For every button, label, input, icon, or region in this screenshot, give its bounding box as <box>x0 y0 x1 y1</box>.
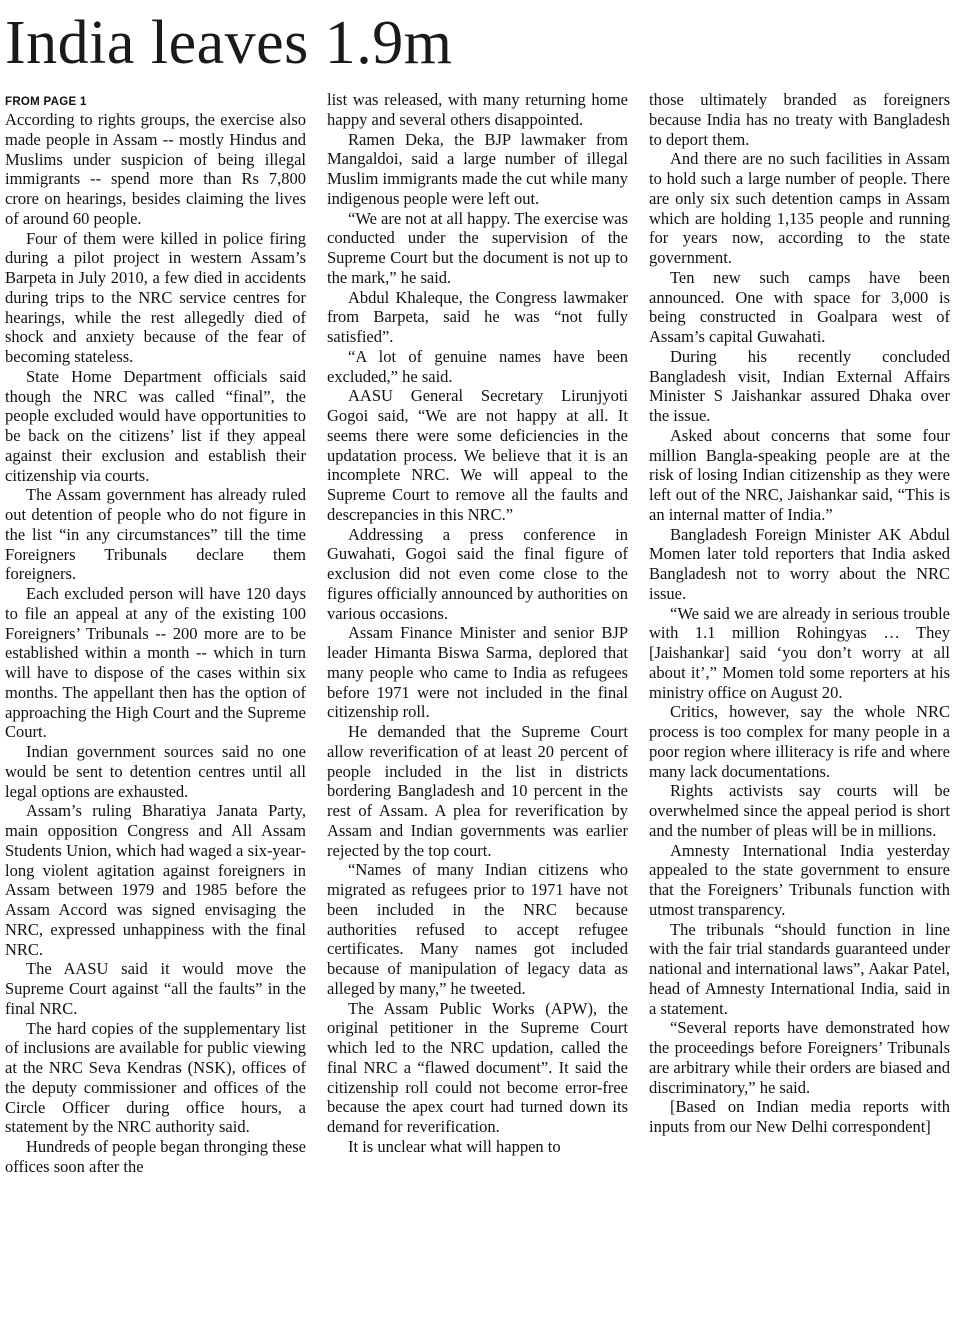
paragraph: Asked about concerns that some four million Bangla-speaking people are at the risk of losing Indian citizenship as they were left out of the NRC, Jaishankar said, “This is an internal matter of India.” <box>649 425 950 524</box>
paragraph: “Several reports have demonstrated how the proceedings before Foreigners’ Tribunals are arbitrary while their orders are biased and discriminatory,” he said. <box>649 1018 950 1097</box>
headline: India leaves 1.9m <box>5 9 453 77</box>
paragraph: Ten new such camps have been announced. One with space for 3,000 is being constructed in Goalpara west of Assam’s capital Guwahati. <box>649 267 950 346</box>
paragraph: “We said we are already in serious trouble with 1.1 million Rohingyas … They [Jaishankar] said ‘you don’t worry at all about it’,” Momen told some reporters at his ministry office on August 20. <box>649 603 950 702</box>
paragraph: Bangladesh Foreign Minister AK Abdul Momen later told reporters that India asked Bangladesh not to worry about the NRC issue. <box>649 524 950 603</box>
paragraph: The tribunals “should function in line with the fair trial standards guaranteed under national and international laws”, Aakar Patel, head of Amnesty International India, said in a statement. <box>649 919 950 1018</box>
paragraph: “We are not at all happy. The exercise was conducted under the supervision of the Supreme Court but the document is not up to the mark,” he said. <box>327 208 628 287</box>
paragraph: Amnesty International India yesterday appealed to the state government to ensure that the Foreigners’ Tribunals function with utmost transparency. <box>649 840 950 919</box>
paragraph: list was released, with many returning home happy and several others disappointed. <box>327 90 628 129</box>
paragraph: The hard copies of the supplementary list of inclusions are available for public viewing at the NRC Seva Kendras (NSK), offices of the deputy commissioner and offices of the Circle Officer during office hours, a statement by the NRC authority said. <box>5 1018 306 1137</box>
paragraph: And there are no such facilities in Assam to hold such a large number of people. There are only six such detention camps in Assam which are holding 1,135 people and running for years now, according to the state government. <box>649 149 950 267</box>
paragraph: It is unclear what will happen to <box>348 1136 561 1156</box>
paragraph: According to rights groups, the exercise also made people in Assam -- mostly Hindus and Muslims under suspicion of being illegal immigrants -- spend more than Rs 7,800 crore on hearings, besides claiming the lives of around 60 people. <box>5 110 306 228</box>
paragraph: Assam Finance Minister and senior BJP leader Himanta Biswa Sarma, deplored that many people who came to India as refugees before 1971 were not included in the final citizenship roll. <box>327 623 628 722</box>
paragraph: those ultimately branded as foreigners because India has no treaty with Bangladesh to deport them. <box>649 90 950 149</box>
paragraph: He demanded that the Supreme Court allow reverification of at least 20 percent of people included in the list in districts bordering Bangladesh and 10 percent in the rest of Assam. A plea for reverification by Assam and Indian governments was earlier rejected by the top court. <box>327 722 628 860</box>
paragraph: State Home Department officials said though the NRC was called “final”, the people excluded would have opportunities to be back on the citizens’ list if they appeal against their exclusion and establish their citizenship via courts. <box>5 366 306 485</box>
column-3 <box>649 90 950 1177</box>
paragraph: Indian government sources said no one would be sent to detention centres until all legal options are exhausted. <box>5 742 306 801</box>
paragraph: [Based on Indian media reports with inputs from our New Delhi correspondent] <box>649 1097 950 1136</box>
continuation-kicker: FROM PAGE 1 <box>5 96 87 108</box>
paragraph: The AASU said it would move the Supreme Court against “all the faults” in the final NRC. <box>5 959 306 1018</box>
paragraph: During his recently concluded Bangladesh visit, Indian External Affairs Minister S Jaishankar assured Dhaka over the issue. <box>649 346 950 425</box>
paragraph: Each excluded person will have 120 days to file an appeal at any of the existing 100 Foreigners’ Tribunals -- 200 more are to be established within a month -- which in turn will have to dispose of the cases within six months. The appellant then has the option of approaching the High Court and the Supreme Court. <box>5 584 306 742</box>
paragraph: Hundreds of people began thronging these offices soon after the <box>5 1137 306 1176</box>
paragraph: “A lot of genuine names have been excluded,” he said. <box>327 346 628 386</box>
column-2 <box>327 90 628 1177</box>
paragraph: Abdul Khaleque, the Congress lawmaker from Barpeta, said he was “not fully satisfied”. <box>327 287 628 346</box>
article-body <box>5 90 959 1177</box>
column-1 <box>5 90 306 1177</box>
paragraph: Addressing a press conference in Guwahati, Gogoi said the final figure of exclusion did not even come close to the figures officially announced by authorities on various occasions. <box>327 524 628 623</box>
paragraph: The Assam Public Works (APW), the original petitioner in the Supreme Court which led to the NRC updation, called the final NRC a “flawed document”. It said the citizenship roll could not become error-free because the apex court had turned down its demand for reverification. <box>327 998 628 1136</box>
paragraph: “Names of many Indian citizens who migrated as refugees prior to 1971 have not been included in the NRC because authorities refused to accept refugee certificates. Many names got included because of manipulation of legacy data as alleged by many,” he tweeted. <box>327 860 628 998</box>
paragraph: Ramen Deka, the BJP lawmaker from Mangaldoi, said a large number of illegal Muslim immigrants made the cut while many indigenous people were left out. <box>327 129 628 208</box>
paragraph: Rights activists say courts will be overwhelmed since the appeal period is short and the number of pleas will be in millions. <box>649 781 950 840</box>
paragraph: AASU General Secretary Lirunjyoti Gogoi said, “We are not happy at all. It seems there were some deficiencies in the updatation process. We believe that it is an incomplete NRC. We will appeal to the Supreme Court to remove all the faults and descrepancies in this NRC.” <box>327 386 628 524</box>
paragraph: Assam’s ruling Bharatiya Janata Party, main opposition Congress and All Assam Students Union, which had waged a six-year-long violent agitation against foreigners in Assam between 1979 and 1985 before the Assam Accord was signed envisaging the NRC, expressed unhappiness with the final NRC. <box>5 801 306 959</box>
paragraph: Critics, however, say the whole NRC process is too complex for many people in a poor region where illiteracy is rife and where many lack documentations. <box>649 702 950 781</box>
paragraph: The Assam government has already ruled out detention of people who do not figure in the list “in any circumstances” till the time Foreigners Tribunals declare them foreigners. <box>5 485 306 584</box>
paragraph: Four of them were killed in police firing during a pilot project in western Assam’s Barpeta in July 2010, a few died in accidents during trips to the NRC service centres for hearings, while the rest allegedly died of shock and anxiety because of the fear of becoming stateless. <box>5 228 306 366</box>
